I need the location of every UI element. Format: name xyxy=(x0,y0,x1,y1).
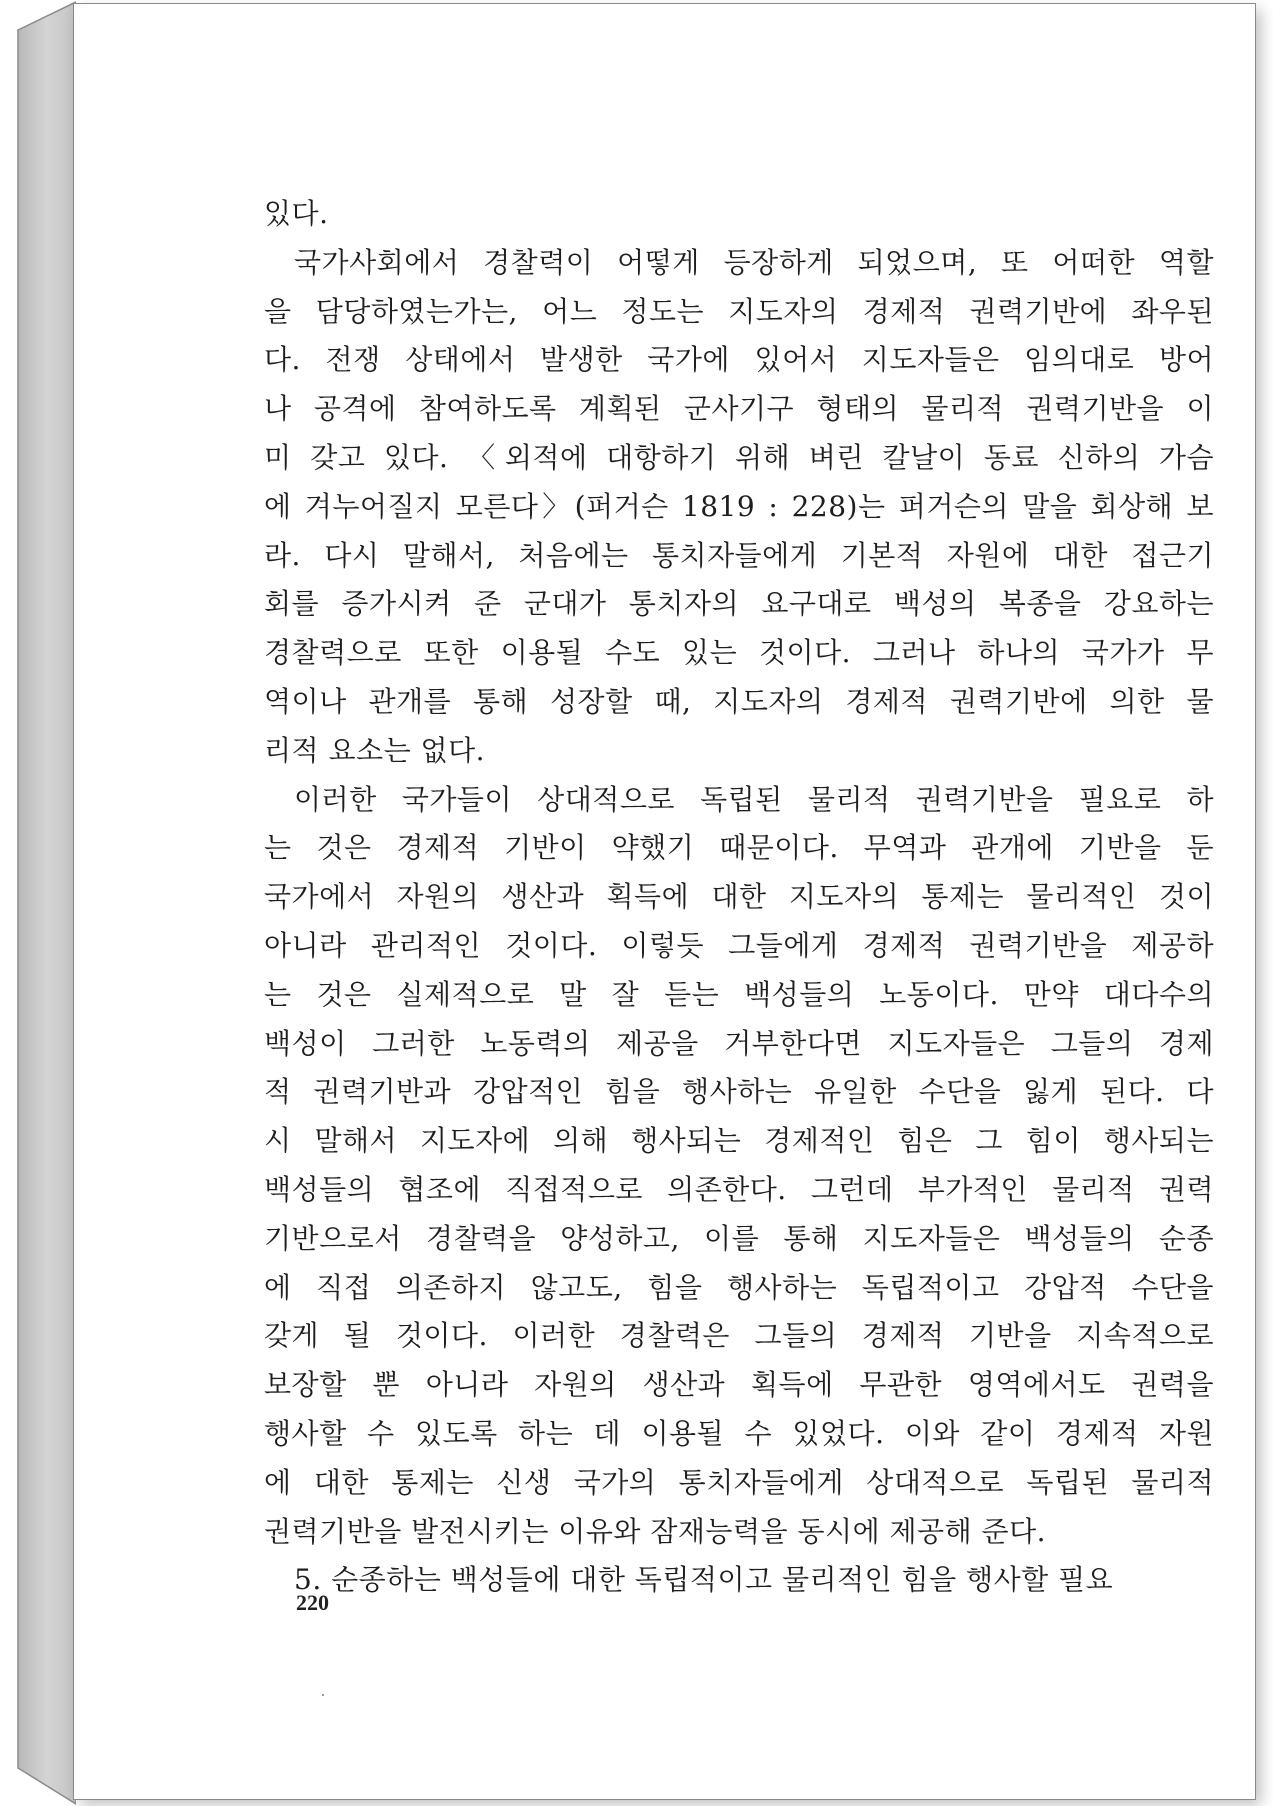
text-line: 시 말해서 지도자에 의해 행사되는 경제적인 힘은 그 힘이 행사되는 xyxy=(264,1124,1214,1158)
text-line: 에 대한 통제는 신생 국가의 통치자들에게 상대적으로 독립된 물리적 xyxy=(264,1465,1214,1499)
text-line: 있다. xyxy=(264,197,329,230)
text-line: 아니라 관리적인 것이다. 이렇듯 그들에게 경제적 권력기반을 제공하 xyxy=(264,928,1214,962)
book-page xyxy=(74,4,1255,1799)
page-body-text xyxy=(264,190,1214,1605)
text-line: 을 담당하였는가는, 어느 정도는 지도자의 경제적 권력기반에 좌우된 xyxy=(264,294,1214,328)
text-line: 나 공격에 참여하도록 계획된 군사기구 형태의 물리적 권력기반을 이 xyxy=(264,392,1214,426)
text-line: 에 겨누어질지 모른다〉(퍼거슨 1819 : 228)는 퍼거슨의 말을 회상해 보 xyxy=(264,489,1214,523)
text-line: 리적 요소는 없다. xyxy=(264,733,486,767)
text-line: 라. 다시 말해서, 처음에는 통치자들에게 기본적 자원에 대한 접근기 xyxy=(264,538,1214,572)
text-line: 경찰력으로 또한 이용될 수도 있는 것이다. 그러나 하나의 국가가 무 xyxy=(264,636,1214,670)
text-line: 백성이 그러한 노동력의 제공을 거부한다면 지도자들은 그들의 경제 xyxy=(264,1026,1214,1060)
text-line: 5. 순종하는 백성들에 대한 독립적이고 물리적인 힘을 행사할 필요 xyxy=(294,1563,1114,1597)
scan-speck xyxy=(322,1694,324,1696)
text-line: 는 것은 실제적으로 말 잘 듣는 백성들의 노동이다. 만약 대다수의 xyxy=(264,977,1214,1011)
text-line: 국가사회에서 경찰력이 어떻게 등장하게 되었으며, 또 어떠한 역할 xyxy=(294,245,1214,279)
text-line: 다. 전쟁 상태에서 발생한 국가에 있어서 지도자들은 임의대로 방어 xyxy=(264,343,1214,377)
text-line: 기반으로서 경찰력을 양성하고, 이를 통해 지도자들은 백성들의 순종 xyxy=(264,1221,1214,1255)
text-line: 국가에서 자원의 생산과 획득에 대한 지도자의 통제는 물리적인 것이 xyxy=(264,880,1214,914)
text-line: 역이나 관개를 통해 성장할 때, 지도자의 경제적 권력기반에 의한 물 xyxy=(264,684,1214,718)
text-line: 갖게 될 것이다. 이러한 경찰력은 그들의 경제적 기반을 지속적으로 xyxy=(264,1319,1214,1353)
text-line: 는 것은 경제적 기반이 약했기 때문이다. 무역과 관개에 기반을 둔 xyxy=(264,831,1214,865)
text-line: 보장할 뿐 아니라 자원의 생산과 획득에 무관한 영역에서도 권력을 xyxy=(264,1368,1214,1402)
text-line: 권력기반을 발전시키는 이유와 잠재능력을 동시에 제공해 준다. xyxy=(264,1514,1047,1548)
text-line: 행사할 수 있도록 하는 데 이용될 수 있었다. 이와 같이 경제적 자원 xyxy=(264,1416,1214,1450)
text-line: 백성들의 협조에 직접적으로 의존한다. 그런데 부가적인 물리적 권력 xyxy=(264,1172,1214,1206)
text-line: 이러한 국가들이 상대적으로 독립된 물리적 권력기반을 필요로 하 xyxy=(294,782,1214,816)
page-number: 220 xyxy=(296,1590,329,1615)
text-line: 에 직접 의존하지 않고도, 힘을 행사하는 독립적이고 강압적 수단을 xyxy=(264,1270,1214,1304)
text-line: 적 권력기반과 강압적인 힘을 행사하는 유일한 수단을 잃게 된다. 다 xyxy=(264,1075,1214,1109)
book-spine xyxy=(0,0,76,1806)
text-line: 미 갖고 있다. 〈외적에 대항하기 위해 벼린 칼날이 동료 신하의 가슴 xyxy=(264,440,1214,474)
text-line: 회를 증가시켜 준 군대가 통치자의 요구대로 백성의 복종을 강요하는 xyxy=(264,587,1214,621)
